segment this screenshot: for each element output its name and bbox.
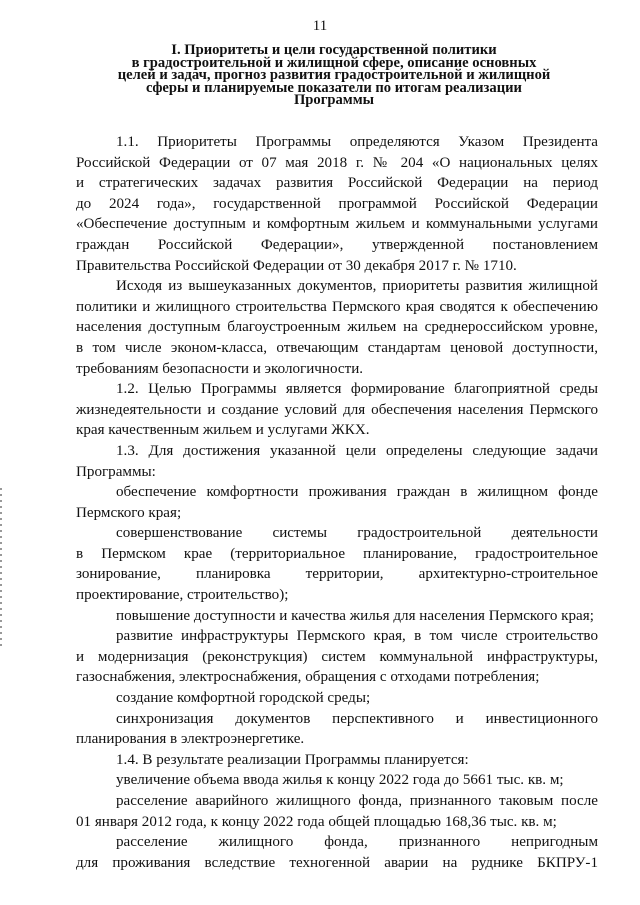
text-line: в том числе эконом-класса, отвечающим стандартам ценовой доступности,	[76, 339, 598, 356]
section-title-line: в градостроительной и жилищной сфере, описание основных	[131, 54, 537, 71]
text-line: синхронизация документов перспективного и инвестиционного	[116, 710, 598, 727]
text-line: зонирование, планировка территории, архитектурно-строительное	[76, 566, 598, 583]
page-number: 11	[312, 18, 328, 34]
text-line: развитие инфраструктуры Пермского края, в том числе строительство	[116, 628, 598, 645]
text-line: политики и жилищного строительства Пермского края сводятся к обеспечению	[76, 298, 598, 315]
text-line: и стратегических задачах развития Российской Федерации на период	[76, 175, 598, 192]
text-line: населения доступным благоустроенным жильем на среднероссийском уровне,	[76, 319, 598, 336]
text-line: повышение доступности и качества жилья для населения Пермского края;	[116, 607, 594, 624]
section-title-line: сферы и планируемые показатели по итогам реализации	[146, 79, 522, 96]
text-line: и модернизация (реконструкция) систем коммунальной инфраструктуры,	[76, 648, 598, 665]
text-line: Правительства Российской Федерации от 30 декабря 2017 г. № 1710.	[76, 257, 517, 274]
text-line: газоснабжения, электроснабжения, обращения с отходами потребления;	[76, 669, 540, 686]
section-title	[70, 44, 598, 107]
body-text	[76, 132, 598, 873]
text-line: для проживания вследствие техногенной аварии на руднике БКПРУ-1	[76, 854, 598, 871]
text-line: 01 января 2012 года, к концу 2022 года общей площадью 168,36 тыс. кв. м;	[76, 813, 557, 830]
text-line: увеличение объема ввода жилья к концу 2022 года до 5661 тыс. кв. м;	[116, 772, 564, 789]
text-line: до 2024 года», государственной программой Российской Федерации	[76, 195, 598, 212]
text-line: обеспечение комфортности проживания граждан в жилищном фонде	[116, 484, 598, 501]
text-line: создание комфортной городской среды;	[116, 690, 371, 707]
text-line: в Пермском крае (территориальное планирование, градостроительное	[76, 545, 598, 562]
text-line: края качественным жильем и услугами ЖКХ.	[76, 422, 370, 439]
text-line: жизнедеятельности и создание условий для обеспечения населения Пермского	[76, 401, 598, 418]
text-line: расселение жилищного фонда, признанного непригодным	[116, 834, 598, 851]
text-line: Российской Федерации от 07 мая 2018 г. № 204 «О национальных целях	[76, 154, 598, 171]
text-line: 1.2. Целью Программы является формирование благоприятной среды	[116, 381, 598, 398]
section-title-line: целей и задач, прогноз развития градостроительной и жилищной	[117, 67, 551, 83]
text-line: проектирование, строительство);	[76, 587, 289, 604]
text-line: планирования в электроэнергетике.	[76, 731, 305, 748]
text-line: Пермского края;	[76, 504, 182, 521]
text-line: требованиям безопасности и экологичности.	[76, 360, 364, 377]
section-title-line: I. Приоритеты и цели государственной политики	[171, 42, 497, 58]
text-line: расселение аварийного жилищного фонда, признанного таковым после	[116, 793, 598, 809]
text-line: 1.3. Для достижения указанной цели определены следующие задачи	[116, 442, 598, 459]
text-line: совершенствование системы градостроительной деятельности	[116, 525, 598, 542]
text-line: «Обеспечение доступным и комфортным жильем и коммунальными услугами	[76, 216, 598, 233]
scan-margin-mark	[0, 488, 2, 648]
text-line: граждан Российской Федерации», утвержденной постановлением	[76, 236, 598, 253]
text-line: Программы:	[76, 463, 156, 480]
text-line: 1.4. В результате реализации Программы планируется:	[116, 751, 469, 768]
section-title-line: Программы	[293, 92, 375, 108]
text-line: 1.1. Приоритеты Программы определяются Указом Президента	[116, 134, 598, 150]
text-line: Исходя из вышеуказанных документов, приоритеты развития жилищной	[116, 278, 598, 295]
